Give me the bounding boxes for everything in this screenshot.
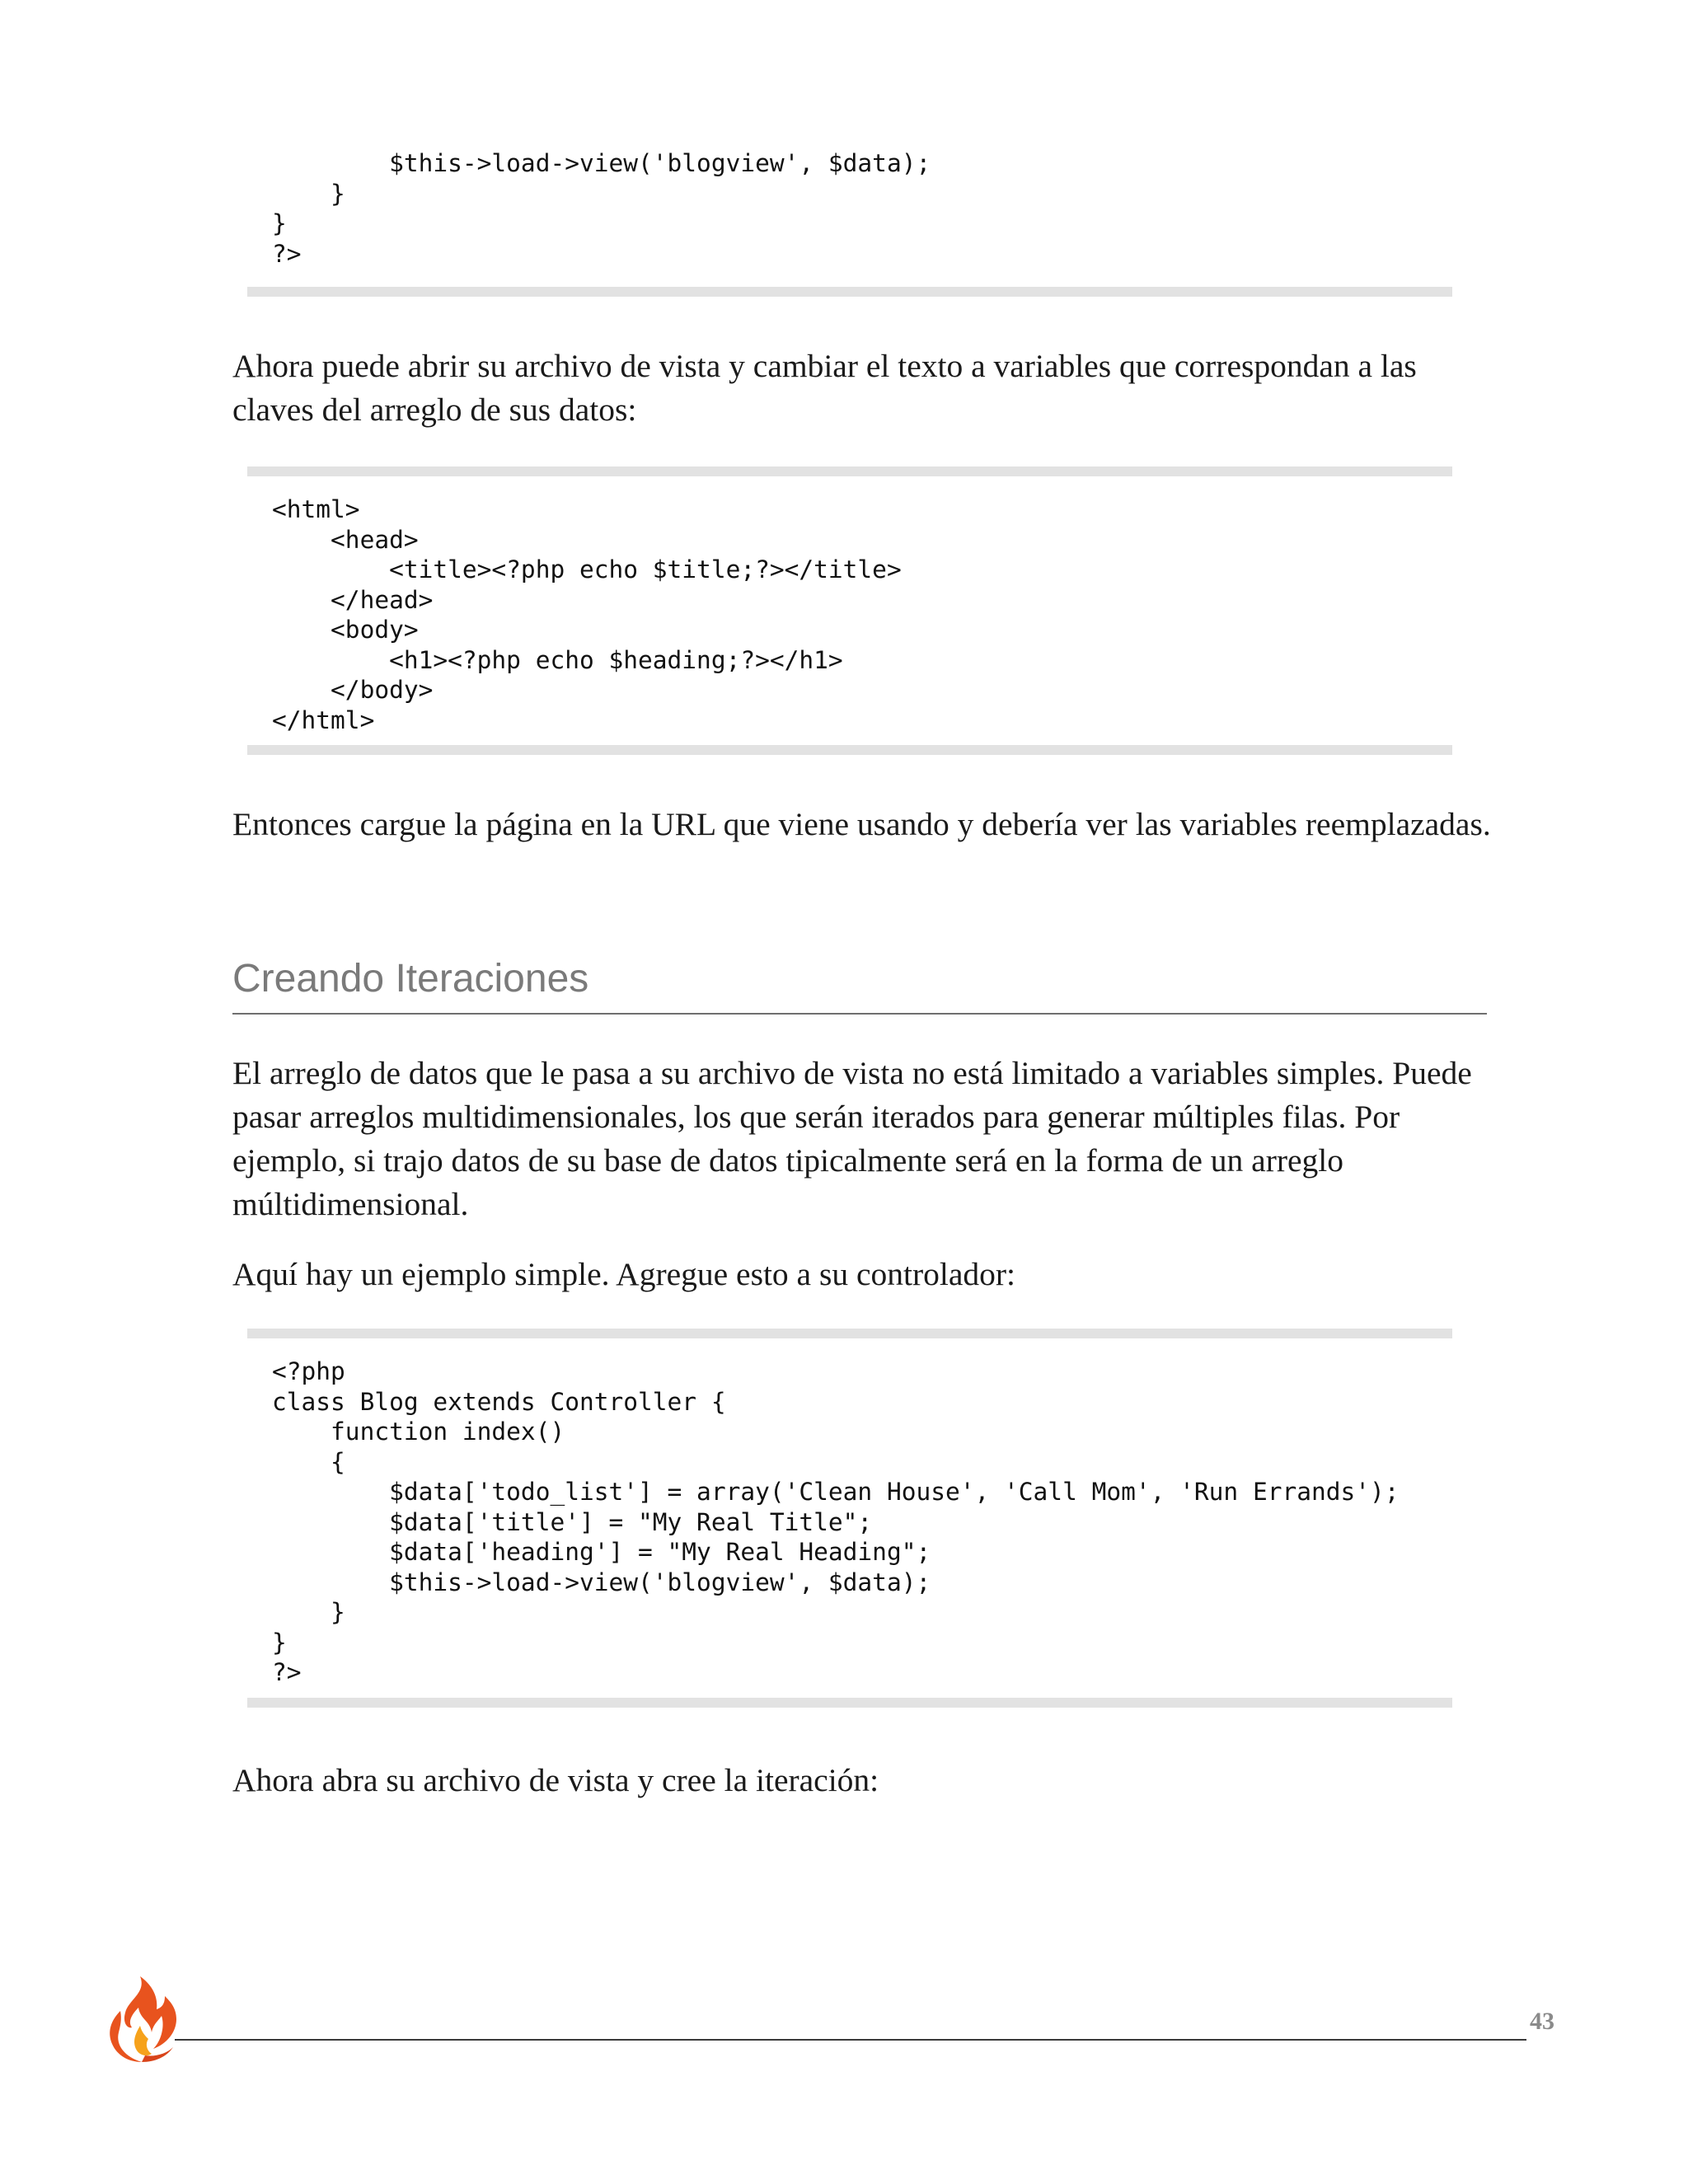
codeigniter-flame-icon (104, 1975, 180, 2064)
section-title: Creando Iteraciones (232, 957, 589, 1001)
code-block-3 (247, 1329, 1452, 1708)
code-block-1 (247, 137, 1452, 297)
footer-divider (175, 2039, 1526, 2041)
code-text: <html> <head> <title><?php echo $title;?></title> </head> <body> <h1><?php echo $heading;?></h1> </body> </html> (272, 495, 902, 734)
code-block-2 (247, 466, 1452, 755)
code-text: $this->load->view('blogview', $data); } } ?> (272, 149, 931, 268)
paragraph: El arreglo de datos que le pasa a su archivo de vista no está limitado a variables simples. Puede pasar arreglos multidimensionales, los que serán iterados para generar múltiples filas. Por ejemplo, si trajo datos de su base de datos tipicalmente será en la forma de un arreglo múltidimensional. (232, 1055, 1472, 1222)
page-number: 43 (1530, 2008, 1554, 2035)
code-text: <?php class Blog extends Controller { function index() { $data['todo_list'] = array('Clean House', 'Call Mom', 'Run Errands'); $data['title'] = "My Real Title"; $data['heading'] = "My Real Heading"; $this->load->view('blogview', $data); } } ?> (272, 1357, 1400, 1686)
title-divider (232, 1013, 1487, 1015)
paragraph: Ahora puede abrir su archivo de vista y cambiar el texto a variables que correspondan a las claves del arreglo de sus datos: (232, 348, 1417, 428)
paragraph: Ahora abra su archivo de vista y cree la iteración: (232, 1762, 879, 1798)
paragraph: Aquí hay un ejemplo simple. Agregue esto a su controlador: (232, 1256, 1015, 1292)
paragraph: Entonces cargue la página en la URL que viene usando y debería ver las variables reemplazadas. (232, 806, 1491, 842)
